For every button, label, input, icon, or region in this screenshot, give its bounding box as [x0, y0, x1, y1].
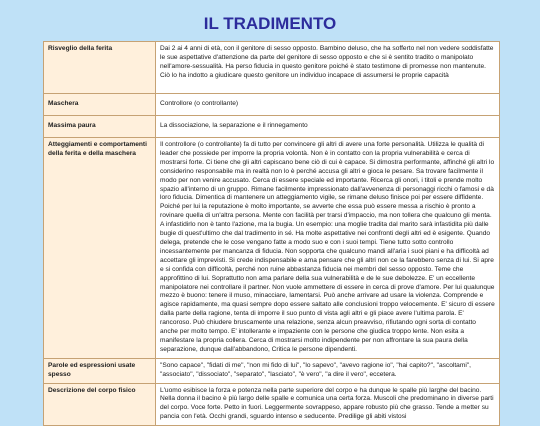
row-text: La dissociazione, la separazione e il rinnegamento: [156, 116, 500, 138]
row-text: Il controllore (o controllante) fa di tutto per convincere gli altri di avere una forte personalità. Utilizza le qualità di leader che possiede per imporre la propria volontà. Non è in contatto con la propria vulnerabilità e cerca di mostrarsi forte. Ci tiene che gli altri capiscano bene ciò di cui è capace. Si dimostra performante, affinché gli altri lo considerino responsabile ma in realtà non lo è perché accusa gli altri e gioca le pesare. Sa trovare facilmente il modo per non venire accusato. Cerca di essere speciale ed importante. Ricerca gli onori, i titoli e prende molto spazio all'interno di un gruppo. Rimane facilmente impressionato dall'avvenenza di personaggi ricchi o famosi e dà loro fiducia. Dimentica di mantenere un atteggiamento vigile, se rimane deluso finisce poi per essere diffidente. Poiché per lui la reputazione è molto importante, se avverte che essa può essere messa a rischio è pronto a rovinare quella di un'altra persona. Mente con facilità per trarsi d'impaccio, ma non tollera che qualcuno gli menta. A infastidirlo non è tanto l'azione, ma la bugia. Un esempio: una moglie tradita dal marito sarà infastidita più dalle bugie di quest'ultimo che dal tradimento in sé. Ha molte aspettative nei confronti degli altri ed è esigente. Quando delega, pretende che le cose vengano fatte a modo suo e con i suoi tempi. Tiene tutto sotto controllo incessantemente per mancanza di fiducia. Non sopporta che qualcuno mandi all'aria i suoi piani e ha difficoltà ad accettare gli imprevisti. Si crede indispensabile e ama pensare che gli altri non ce la farebbero senza di lui. Si apre e si confida con difficoltà, perché non ruine abbastanza fiducia nei membri del sesso opposto. Teme che approfittino di lui. Soprattutto non ama parlare della sua vulnerabilità e de le sue debolezze. E' un eccellente manipolatore nei controllare il partner. Non vuole ammettere di essere in cerca di prove d'amore. Per lui qualunque mezzo è buono: tenere il muso, minacciare, lamentarsi. Può anche arrivare ad usare la violenza. Comprende e agisce rapidamente, ma quasi sempre dopo essere saltato alle conclusioni troppo velocemente. E' sicuro di essere dalla parte della ragione, tenta di imporre il suo punto di vista agli altri e gli piace avere l'ultima parola. E' rancoroso. Può chiudere bruscamente una relazione, senza alcun preavviso, rifiutando ogni sorta di contatto anche per molto tempo. E' intollerante e impaziente con le persone che giudica troppo lente. Non esita a manifestare la propria collera. Cerca di mostrarsi molto indipendente per non affrontare la sua paura della separazione, dunque dall'abbandono, Critica le persone dipendenti.: [156, 138, 500, 359]
table-row: [44, 138, 500, 359]
table-row: [44, 42, 500, 94]
row-label: Massima paura: [44, 116, 156, 138]
wound-table: [43, 41, 500, 426]
row-text: L'uomo esibisce la forza e potenza nella parte superiore del corpo e ha dunque le spalle più larghe del bacino. Nella donna il bacino è più largo delle spalle e comunica una certa forza. Muscoli che predominano in diverse parti del corpo. Voce forte. Petto in fuori. Leggermente sovrappeso, appare robusto più che grasso. Tende a metter su pancia con l'età. Occhi grandi, sguardo intenso e seducente. Predilige gli abiti vistosi: [156, 383, 500, 426]
page-title: IL TRADIMENTO: [203, 14, 337, 33]
row-label: Descrizione del corpo fisico: [44, 383, 156, 426]
row-text: Dai 2 ai 4 anni di età, con il genitore di sesso opposto. Bambino deluso, che ha sofferto nel non vedere soddisfatte le sue aspettative d'attenzione da parte del genitore di sesso opposto e che si è sentito tradito o manipolato nell'amore-sessualità. Ha perso fiducia in questo genitore poiché è stato testimone di promesse non mantenute. Ciò lo ha indotto a giudicare questo genitore un individuo incapace di assumersi le proprie capacità: [156, 42, 500, 94]
row-text: "Sono capace", "fidati di me", "non mi fido di lui", "lo sapevo", "avevo ragione io", "hai capito?", "ascoltami", "associato", "dissociato", "separato", "lasciato", "è vero", "a dire il vero", eccetera.: [156, 358, 500, 383]
row-label: Parole ed espressioni usate spesso: [44, 358, 156, 383]
row-label: Maschera: [44, 94, 156, 116]
table-row: [44, 383, 500, 426]
table-row: [44, 94, 500, 116]
table-row: [44, 358, 500, 383]
row-label: Risveglio della ferita: [44, 42, 156, 94]
row-text: Controllore (o controllante): [156, 94, 500, 116]
table-row: [44, 116, 500, 138]
row-label: Atteggiamenti e comportamenti della ferita e della maschera: [44, 138, 156, 359]
